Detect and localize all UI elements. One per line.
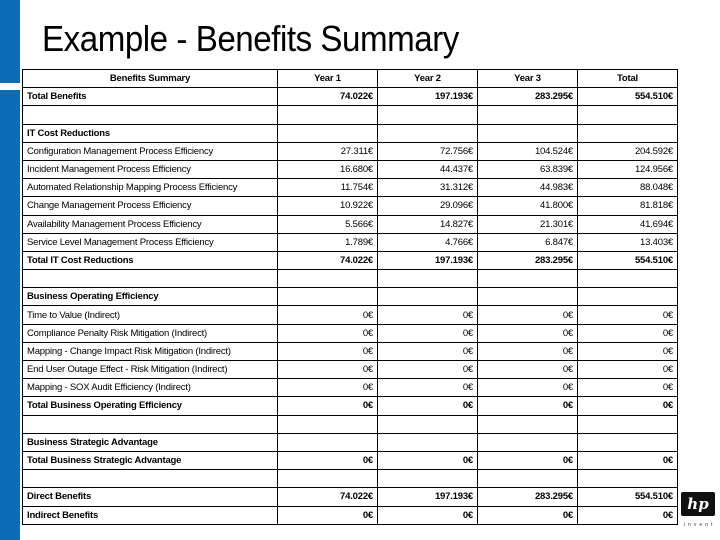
value-cell: 0€ bbox=[578, 306, 678, 324]
value-cell bbox=[478, 415, 578, 433]
value-cell: 41.694€ bbox=[578, 215, 678, 233]
value-cell bbox=[378, 433, 478, 451]
value-cell bbox=[478, 106, 578, 124]
value-cell: 0€ bbox=[378, 361, 478, 379]
value-cell: 0€ bbox=[478, 342, 578, 360]
row-label: Business Strategic Advantage bbox=[23, 433, 278, 451]
value-cell: 10.922€ bbox=[278, 197, 378, 215]
value-cell bbox=[478, 433, 578, 451]
table-row bbox=[23, 251, 678, 269]
value-cell: 283.295€ bbox=[478, 251, 578, 269]
value-cell bbox=[378, 415, 478, 433]
value-cell: 0€ bbox=[378, 306, 478, 324]
table-row bbox=[23, 415, 678, 433]
header-cell: Year 3 bbox=[478, 70, 578, 88]
value-cell: 283.295€ bbox=[478, 88, 578, 106]
table-row bbox=[23, 433, 678, 451]
value-cell bbox=[278, 470, 378, 488]
value-cell: 554.510€ bbox=[578, 251, 678, 269]
value-cell: 554.510€ bbox=[578, 488, 678, 506]
value-cell: 13.403€ bbox=[578, 233, 678, 251]
table-row bbox=[23, 270, 678, 288]
value-cell: 197.193€ bbox=[378, 88, 478, 106]
blue-side-bar-bottom bbox=[0, 90, 20, 540]
value-cell: 27.311€ bbox=[278, 142, 378, 160]
value-cell bbox=[278, 415, 378, 433]
value-cell: 29.096€ bbox=[378, 197, 478, 215]
value-cell: 0€ bbox=[278, 361, 378, 379]
value-cell: 104.524€ bbox=[478, 142, 578, 160]
table-row bbox=[23, 233, 678, 251]
row-label: IT Cost Reductions bbox=[23, 124, 278, 142]
table-row bbox=[23, 361, 678, 379]
row-label bbox=[23, 270, 278, 288]
hp-tagline: invent bbox=[684, 522, 716, 528]
value-cell: 0€ bbox=[578, 506, 678, 524]
value-cell bbox=[378, 106, 478, 124]
value-cell: 0€ bbox=[378, 379, 478, 397]
value-cell: 72.756€ bbox=[378, 142, 478, 160]
value-cell bbox=[578, 415, 678, 433]
table-row bbox=[23, 488, 678, 506]
header-cell: Year 2 bbox=[378, 70, 478, 88]
row-label: Indirect Benefits bbox=[23, 506, 278, 524]
header-cell: Year 1 bbox=[278, 70, 378, 88]
value-cell: 197.193€ bbox=[378, 251, 478, 269]
value-cell: 124.956€ bbox=[578, 160, 678, 178]
row-label: Mapping - SOX Audit Efficiency (Indirect) bbox=[23, 379, 278, 397]
value-cell: 0€ bbox=[278, 506, 378, 524]
value-cell: 6.847€ bbox=[478, 233, 578, 251]
value-cell: 16.680€ bbox=[278, 160, 378, 178]
table-row bbox=[23, 379, 678, 397]
benefits-summary-table bbox=[22, 69, 678, 525]
value-cell: 0€ bbox=[378, 342, 478, 360]
value-cell bbox=[278, 106, 378, 124]
value-cell bbox=[278, 433, 378, 451]
value-cell: 0€ bbox=[278, 324, 378, 342]
value-cell: 0€ bbox=[578, 451, 678, 469]
header-cell: Benefits Summary bbox=[23, 70, 278, 88]
value-cell bbox=[478, 470, 578, 488]
row-label: Direct Benefits bbox=[23, 488, 278, 506]
value-cell bbox=[578, 433, 678, 451]
value-cell bbox=[478, 124, 578, 142]
value-cell: 74.022€ bbox=[278, 488, 378, 506]
value-cell: 81.818€ bbox=[578, 197, 678, 215]
row-label bbox=[23, 415, 278, 433]
value-cell bbox=[378, 288, 478, 306]
row-label: Change Management Process Efficiency bbox=[23, 197, 278, 215]
value-cell: 0€ bbox=[378, 451, 478, 469]
value-cell: 63.839€ bbox=[478, 160, 578, 178]
value-cell: 0€ bbox=[478, 306, 578, 324]
table-row bbox=[23, 160, 678, 178]
value-cell: 0€ bbox=[478, 506, 578, 524]
value-cell: 0€ bbox=[478, 397, 578, 415]
value-cell: 21.301€ bbox=[478, 215, 578, 233]
value-cell bbox=[578, 106, 678, 124]
value-cell bbox=[578, 270, 678, 288]
value-cell bbox=[478, 288, 578, 306]
value-cell: 0€ bbox=[378, 397, 478, 415]
table-row bbox=[23, 142, 678, 160]
hp-logo: hp bbox=[681, 492, 715, 516]
value-cell bbox=[278, 288, 378, 306]
table-row bbox=[23, 88, 678, 106]
value-cell bbox=[578, 124, 678, 142]
table-row bbox=[23, 179, 678, 197]
table-row bbox=[23, 124, 678, 142]
row-label: Total Business Strategic Advantage bbox=[23, 451, 278, 469]
table-row bbox=[23, 397, 678, 415]
value-cell: 0€ bbox=[378, 324, 478, 342]
value-cell: 0€ bbox=[478, 379, 578, 397]
table-row bbox=[23, 451, 678, 469]
value-cell: 44.437€ bbox=[378, 160, 478, 178]
value-cell: 5.566€ bbox=[278, 215, 378, 233]
value-cell: 0€ bbox=[578, 379, 678, 397]
value-cell: 74.022€ bbox=[278, 88, 378, 106]
table-header-row bbox=[23, 70, 678, 88]
value-cell: 204.592€ bbox=[578, 142, 678, 160]
row-label: Service Level Management Process Efficiency bbox=[23, 233, 278, 251]
value-cell: 11.754€ bbox=[278, 179, 378, 197]
value-cell bbox=[378, 470, 478, 488]
value-cell bbox=[478, 270, 578, 288]
value-cell: 197.193€ bbox=[378, 488, 478, 506]
table-row bbox=[23, 342, 678, 360]
row-label: Automated Relationship Mapping Process Efficiency bbox=[23, 179, 278, 197]
row-label: Compliance Penalty Risk Mitigation (Indirect) bbox=[23, 324, 278, 342]
value-cell bbox=[378, 270, 478, 288]
row-label bbox=[23, 106, 278, 124]
value-cell: 0€ bbox=[278, 451, 378, 469]
header-cell: Total bbox=[578, 70, 678, 88]
value-cell: 0€ bbox=[278, 397, 378, 415]
row-label bbox=[23, 470, 278, 488]
value-cell: 0€ bbox=[278, 342, 378, 360]
value-cell: 0€ bbox=[578, 324, 678, 342]
value-cell: 88.048€ bbox=[578, 179, 678, 197]
value-cell: 283.295€ bbox=[478, 488, 578, 506]
table-row bbox=[23, 197, 678, 215]
table-row bbox=[23, 470, 678, 488]
row-label: Total Business Operating Efficiency bbox=[23, 397, 278, 415]
row-label: Total IT Cost Reductions bbox=[23, 251, 278, 269]
value-cell: 0€ bbox=[378, 506, 478, 524]
value-cell: 14.827€ bbox=[378, 215, 478, 233]
value-cell bbox=[578, 470, 678, 488]
value-cell bbox=[278, 124, 378, 142]
row-label: Incident Management Process Efficiency bbox=[23, 160, 278, 178]
value-cell: 0€ bbox=[478, 324, 578, 342]
row-label: Total Benefits bbox=[23, 88, 278, 106]
value-cell: 0€ bbox=[578, 397, 678, 415]
value-cell: 0€ bbox=[578, 342, 678, 360]
table-row bbox=[23, 506, 678, 524]
value-cell bbox=[278, 270, 378, 288]
value-cell: 0€ bbox=[278, 379, 378, 397]
blue-side-bar-top bbox=[0, 0, 20, 83]
row-label: Mapping - Change Impact Risk Mitigation (Indirect) bbox=[23, 342, 278, 360]
row-label: Time to Value (Indirect) bbox=[23, 306, 278, 324]
row-label: Configuration Management Process Efficiency bbox=[23, 142, 278, 160]
value-cell: 0€ bbox=[478, 361, 578, 379]
table-row bbox=[23, 288, 678, 306]
table-row bbox=[23, 324, 678, 342]
row-label: Availability Management Process Efficiency bbox=[23, 215, 278, 233]
value-cell: 1.789€ bbox=[278, 233, 378, 251]
table-row bbox=[23, 306, 678, 324]
value-cell: 44.983€ bbox=[478, 179, 578, 197]
value-cell: 74.022€ bbox=[278, 251, 378, 269]
table-row bbox=[23, 215, 678, 233]
value-cell: 0€ bbox=[478, 451, 578, 469]
page-title: Example - Benefits Summary bbox=[42, 18, 459, 59]
value-cell: 41.800€ bbox=[478, 197, 578, 215]
value-cell: 31.312€ bbox=[378, 179, 478, 197]
value-cell bbox=[578, 288, 678, 306]
row-label: Business Operating Efficiency bbox=[23, 288, 278, 306]
value-cell: 0€ bbox=[578, 361, 678, 379]
value-cell: 4.766€ bbox=[378, 233, 478, 251]
value-cell: 0€ bbox=[278, 306, 378, 324]
table-row bbox=[23, 106, 678, 124]
row-label: End User Outage Effect - Risk Mitigation (Indirect) bbox=[23, 361, 278, 379]
value-cell bbox=[378, 124, 478, 142]
value-cell: 554.510€ bbox=[578, 88, 678, 106]
